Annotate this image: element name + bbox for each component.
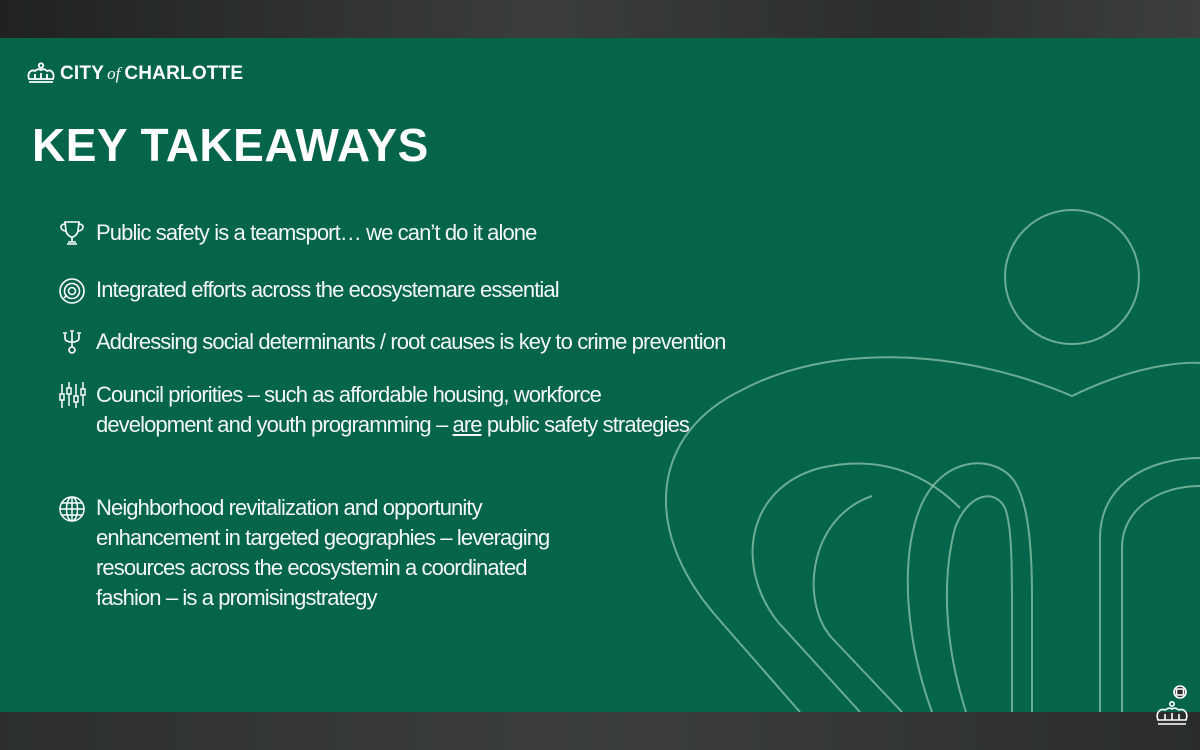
underlined-are: are	[452, 412, 482, 437]
video-bottom-bar	[0, 712, 1200, 750]
takeaway-item-council-priorities	[56, 380, 696, 440]
takeaway-text-part: Council priorities – such as affordable housing, workforce development and youth programming –	[96, 382, 602, 437]
video-top-bar	[0, 0, 1200, 38]
logo-charlotte-text: CHARLOTTE	[124, 63, 244, 84]
network-icon	[56, 327, 88, 357]
presentation-slide	[0, 38, 1200, 712]
trophy-icon	[56, 218, 88, 248]
takeaway-text: Neighborhood revitalization and opportunity enhancement in targeted geographies – leveraging resources across the ecosystemin a coordinated fashion – is a promisingstrategy	[96, 495, 550, 610]
takeaway-item-teamsport	[56, 218, 836, 248]
crown-logo-icon	[1152, 683, 1192, 733]
slide-title: KEY TAKEAWAYS	[32, 119, 429, 171]
crown-logo-icon	[26, 62, 56, 86]
city-of-charlotte-logo	[26, 58, 243, 90]
takeaway-text: Public safety is a teamsport… we can’t do it alone	[96, 220, 537, 245]
target-icon	[56, 275, 88, 305]
logo-of-text: of	[107, 64, 121, 83]
takeaway-text: Addressing social determinants / root causes is key to crime prevention	[96, 329, 726, 354]
takeaway-text: Integrated efforts across the ecosystemare essential	[96, 277, 559, 302]
globe-icon	[56, 493, 88, 523]
takeaway-text-part: public safety strategies	[481, 412, 690, 437]
takeaway-item-neighborhood-revitalization	[56, 493, 556, 613]
takeaway-text	[96, 380, 696, 440]
sliders-icon	[56, 380, 88, 410]
takeaway-item-integrated-efforts	[56, 275, 836, 305]
takeaway-item-root-causes	[56, 327, 836, 357]
logo-city-text: CITY	[60, 63, 105, 84]
